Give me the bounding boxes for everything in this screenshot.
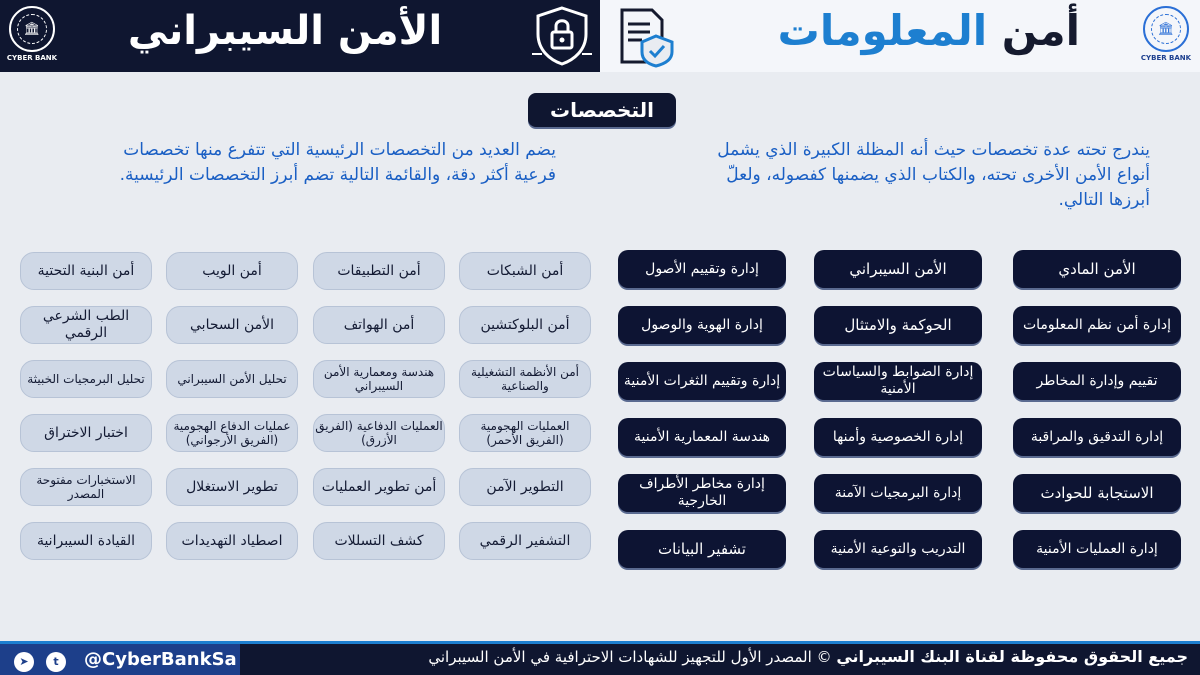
twitter-icon[interactable]: t [46, 652, 66, 672]
cyber-specs-col4-item-3: اختبار الاختراق [20, 414, 152, 452]
cyber-specs-col2-item-3: العمليات الدفاعية (الفريق الأزرق) [313, 414, 445, 452]
info-specs-col3-item-1: إدارة الهوية والوصول [618, 306, 786, 344]
bank-icon: 🏛 [17, 14, 47, 44]
header [0, 0, 1200, 72]
info-security-title: أمن المعلومات [777, 6, 1080, 55]
cyber-specs-col1-item-4: التطوير الآمن [459, 468, 591, 506]
info-specs-col2-item-2: إدارة الضوابط والسياسات الأمنية [814, 362, 982, 400]
cyber-specs-col1-item-5: التشفير الرقمي [459, 522, 591, 560]
info-intro-text: يندرج تحته عدة تخصصات حيث أنه المظلة الكبيرة الذي يشمل أنواع الأمن الأخرى تحته، والكتاب الذي يضمنها كفصوله، ولعلّ أبرزها التالي. [717, 140, 1150, 210]
cyber-specs-col3-item-5: اصطياد التهديدات [166, 522, 298, 560]
cyber-specs-col3-item-2: تحليل الأمن السيبراني [166, 360, 298, 398]
document-shield-icon [612, 4, 676, 68]
social-handle-box [0, 644, 240, 675]
info-specs-col3-item-5: تشفير البيانات [618, 530, 786, 568]
info-specs-col2-item-0: الأمن السيبراني [814, 250, 982, 288]
info-specs-col2-item-4: إدارة البرمجيات الآمنة [814, 474, 982, 512]
cyber-specs-col4-item-4: الاستخبارات مفتوحة المصدر [20, 468, 152, 506]
header-right-panel [600, 0, 1200, 72]
cyber-specs-col2-item-2: هندسة ومعمارية الأمن السيبراني [313, 360, 445, 398]
header-left-panel [0, 0, 600, 72]
info-specs-col1-item-1: إدارة أمن نظم المعلومات [1013, 306, 1181, 344]
info-specs-col1-item-3: إدارة التدقيق والمراقبة [1013, 418, 1181, 456]
cyber-specs-col1-item-3: العمليات الهجومية (الفريق الأحمر) [459, 414, 591, 452]
info-specs-col2-item-1: الحوكمة والامتثال [814, 306, 982, 344]
cyber-intro-text: يضم العديد من التخصصات الرئيسية التي تتفرع منها تخصصات فرعية أكثر دقة، والقائمة التالية تضم أبرز التخصصات الرئيسية. [119, 140, 556, 185]
info-specs-col3-item-0: إدارة وتقييم الأصول [618, 250, 786, 288]
cyber-specs-col3-item-4: تطوير الاستغلال [166, 468, 298, 506]
footer [0, 641, 1200, 675]
lock-shield-icon [530, 4, 594, 68]
info-specs-col1-item-0: الأمن المادي [1013, 250, 1181, 288]
info-specs-col3-item-3: هندسة المعمارية الأمنية [618, 418, 786, 456]
footer-copyright: جميع الحقوق محفوظة لقناة البنك السيبراني © المصدر الأول للتجهيز للشهادات الاحترافية في الأمن السيبراني [428, 647, 1188, 666]
info-specs-col2-item-3: إدارة الخصوصية وأمنها [814, 418, 982, 456]
cyber-specs-col1-item-0: أمن الشبكات [459, 252, 591, 290]
cyber-specs-col4-item-0: أمن البنية التحتية [20, 252, 152, 290]
cyber-specs-col1-item-2: أمن الأنظمة التشغيلية والصناعية [459, 360, 591, 398]
info-specs-col3-item-4: إدارة مخاطر الأطراف الخارجية [618, 474, 786, 512]
cyber-specs-col4-item-2: تحليل البرمجيات الخبيثة [20, 360, 152, 398]
cyber-specs-col2-item-1: أمن الهواتف [313, 306, 445, 344]
cyber-security-title: الأمن السيبراني [127, 8, 443, 54]
bank-icon: 🏛 [1151, 14, 1181, 44]
cyber-specs-col2-item-4: أمن تطوير العمليات [313, 468, 445, 506]
cyber-specs-col3-item-3: عمليات الدفاع الهجومية (الفريق الأرجواني) [166, 414, 298, 452]
cyber-bank-logo-left: 🏛 CYBER BANK [6, 6, 58, 66]
info-specs-col3-item-2: إدارة وتقييم الثغرات الأمنية [618, 362, 786, 400]
cyber-specs-col4-item-1: الطب الشرعي الرقمي [20, 306, 152, 344]
info-specs-col2-item-5: التدريب والتوعية الأمنية [814, 530, 982, 568]
info-specs-col1-item-2: تقييم وإدارة المخاطر [1013, 362, 1181, 400]
telegram-icon[interactable]: ➤ [14, 652, 34, 672]
cyber-specs-col3-item-1: الأمن السحابي [166, 306, 298, 344]
social-handle[interactable]: @CyberBankSa [84, 649, 237, 670]
cyber-specs-col3-item-0: أمن الويب [166, 252, 298, 290]
info-specs-col1-item-4: الاستجابة للحوادث [1013, 474, 1181, 512]
info-specs-col1-item-5: إدارة العمليات الأمنية [1013, 530, 1181, 568]
cyber-specs-col4-item-5: القيادة السيبرانية [20, 522, 152, 560]
cyber-specs-col1-item-1: أمن البلوكتشين [459, 306, 591, 344]
cyber-bank-logo-right: 🏛 CYBER BANK [1140, 6, 1192, 66]
cyber-specs-col2-item-5: كشف التسللات [313, 522, 445, 560]
specializations-badge: التخصصات [528, 93, 676, 127]
cyber-specs-col2-item-0: أمن التطبيقات [313, 252, 445, 290]
